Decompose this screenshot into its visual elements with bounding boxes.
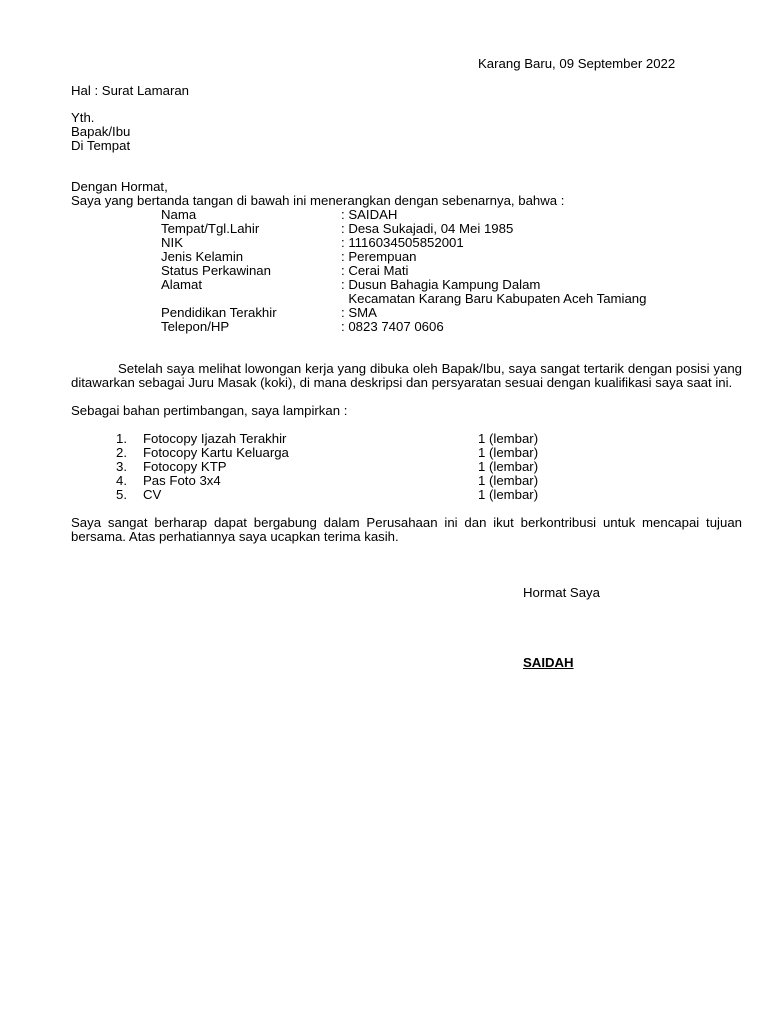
field-value: : SAIDAH	[341, 207, 398, 222]
closing-paragraph: Saya sangat berharap dapat bergabung dalam Perusahaan ini dan ikut berkontribusi untuk mencapai tujuan bersama. Atas perhatiannya saya ucapkan terima kasih.	[71, 515, 742, 544]
list-item	[0, 488, 768, 502]
attachment-qty: 1 (lembar)	[478, 459, 539, 474]
place-date: Karang Baru, 09 September 2022	[478, 56, 676, 71]
field-label: Status Perkawinan	[161, 263, 271, 278]
field-value: : Desa Sukajadi, 04 Mei 1985	[341, 221, 514, 236]
field-row	[0, 222, 768, 236]
salutation: Dengan Hormat,	[71, 179, 168, 194]
attachment-qty: 1 (lembar)	[478, 473, 539, 488]
attachment-name: Fotocopy KTP	[143, 459, 227, 474]
field-label: Pendidikan Terakhir	[161, 305, 277, 320]
field-row	[0, 306, 768, 320]
field-row	[0, 250, 768, 264]
field-value: : Cerai Mati	[341, 263, 409, 278]
field-label: Tempat/Tgl.Lahir	[161, 221, 260, 236]
subject-line: Hal : Surat Lamaran	[71, 83, 190, 98]
list-number: 3.	[116, 459, 127, 474]
field-row	[0, 236, 768, 250]
intro-sentence: Saya yang bertanda tangan di bawah ini menerangkan dengan sebenarnya, bahwa :	[71, 193, 565, 208]
field-value: : SMA	[341, 305, 377, 320]
attachment-name: CV	[143, 487, 162, 502]
list-number: 5.	[116, 487, 127, 502]
field-row-continued	[0, 292, 768, 306]
attachment-name: Fotocopy Ijazah Terakhir	[143, 431, 287, 446]
list-number: 1.	[116, 431, 127, 446]
list-number: 2.	[116, 445, 127, 460]
attachment-qty: 1 (lembar)	[478, 487, 539, 502]
list-item	[0, 460, 768, 474]
field-row	[0, 320, 768, 334]
recipient-line: Yth.	[71, 110, 95, 125]
attachment-qty: 1 (lembar)	[478, 431, 539, 446]
attachments-intro: Sebagai bahan pertimbangan, saya lampirkan :	[71, 403, 348, 418]
field-label: Alamat	[161, 277, 203, 292]
field-label: NIK	[161, 235, 183, 250]
field-value: : 1116034505852001	[341, 235, 464, 250]
field-value-continued: Kecamatan Karang Baru Kabupaten Aceh Tamiang	[341, 291, 647, 306]
field-label: Nama	[161, 207, 197, 222]
attachment-qty: 1 (lembar)	[478, 445, 539, 460]
field-value: : Dusun Bahagia Kampung Dalam	[341, 277, 541, 292]
field-label: Jenis Kelamin	[161, 249, 244, 264]
field-value: : 0823 7407 0606	[341, 319, 444, 334]
field-row	[0, 278, 768, 292]
field-label: Telepon/HP	[161, 319, 230, 334]
field-row	[0, 264, 768, 278]
sign-off: Hormat Saya	[523, 585, 600, 600]
recipient-line: Bapak/Ibu	[71, 124, 131, 139]
body-paragraph: Setelah saya melihat lowongan kerja yang dibuka oleh Bapak/Ibu, saya sangat tertarik dengan posisi yang ditawarkan sebagai Juru Masak (koki), di mana deskripsi dan persyaratan sesuai dengan kualifikasi saya saat ini.	[71, 361, 742, 390]
field-row	[0, 208, 768, 222]
list-number: 4.	[116, 473, 127, 488]
field-value: : Perempuan	[341, 249, 417, 264]
list-item	[0, 474, 768, 488]
signer-name: SAIDAH	[523, 655, 574, 670]
list-item	[0, 432, 768, 446]
recipient-line: Di Tempat	[71, 138, 131, 153]
attachment-name: Pas Foto 3x4	[143, 473, 221, 488]
list-item	[0, 446, 768, 460]
attachment-name: Fotocopy Kartu Keluarga	[143, 445, 289, 460]
